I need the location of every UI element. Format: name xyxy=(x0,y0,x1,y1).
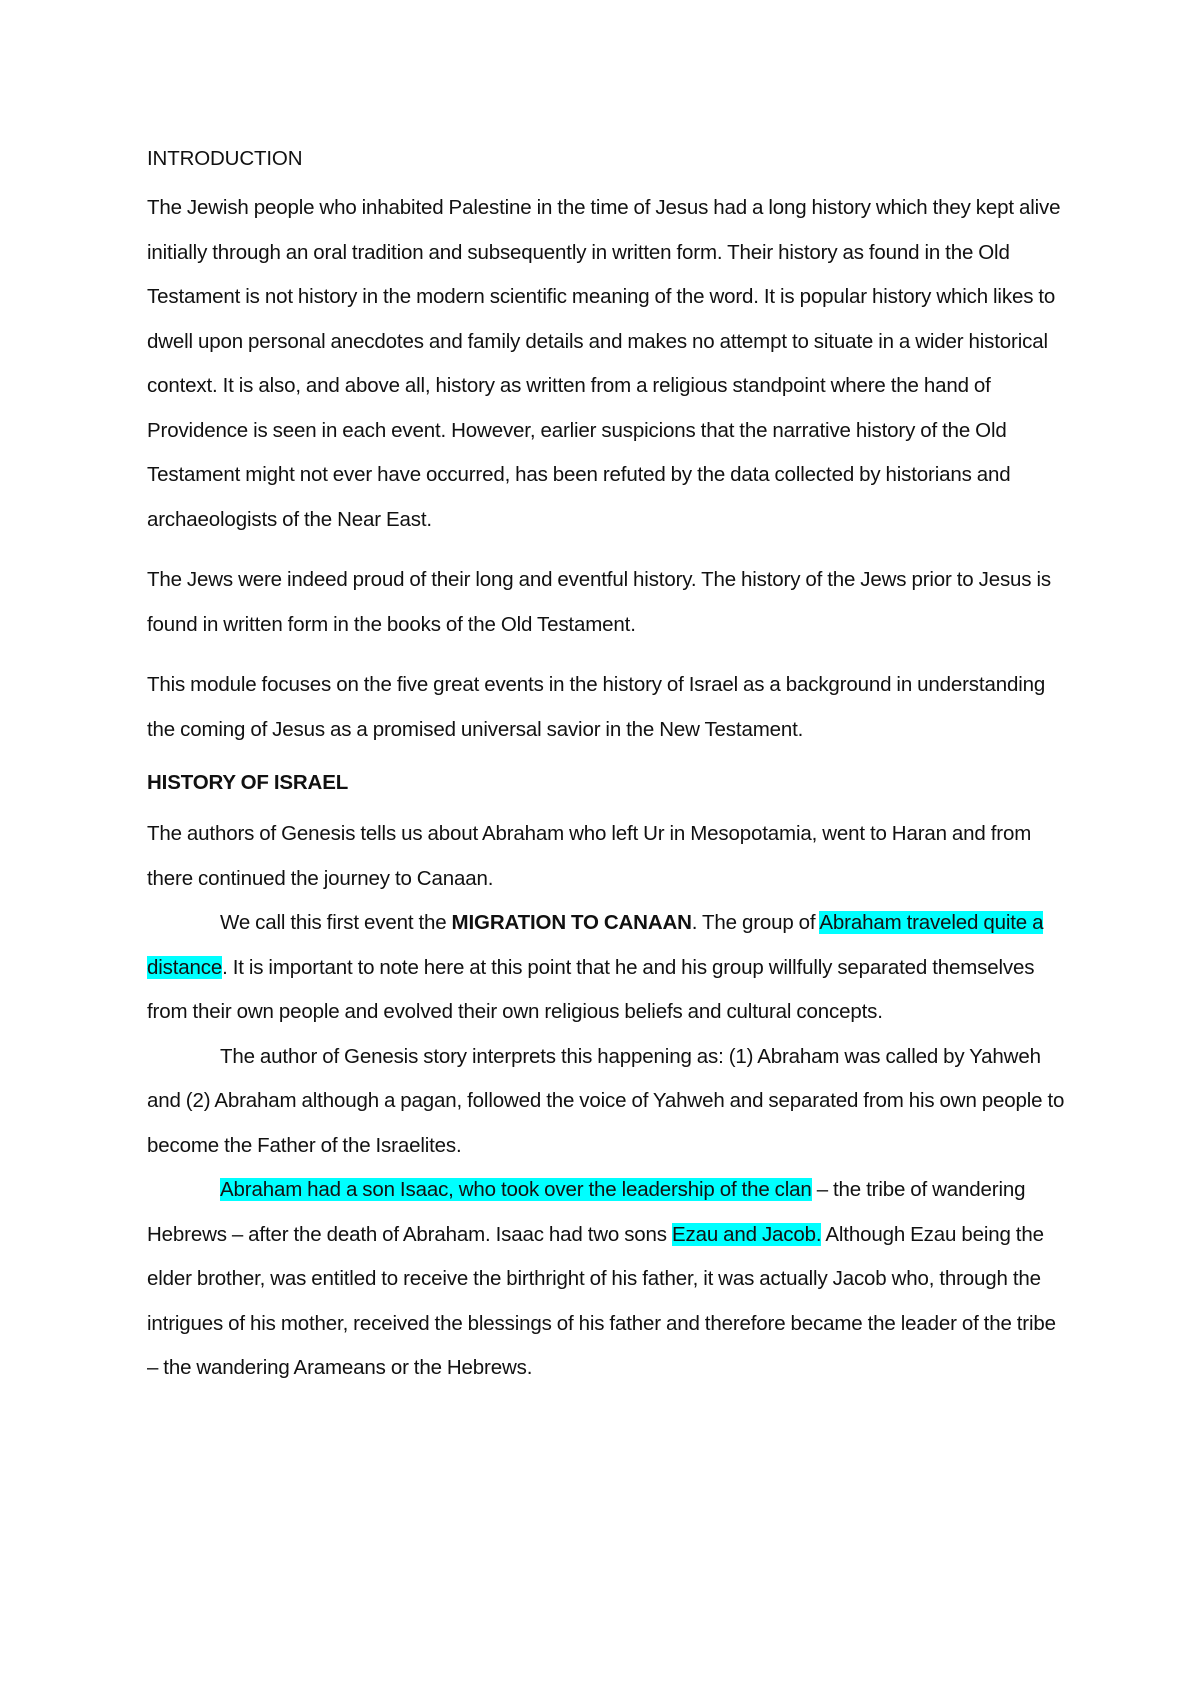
document-body xyxy=(147,146,1072,1391)
history-paragraph-2 xyxy=(147,901,1072,1035)
highlighted-text-abraham-traveled: Abraham traveled quite a distance xyxy=(147,911,1044,979)
history-p2-text-b: . The group of xyxy=(691,911,820,934)
history-p4-text-a: – the tribe of wandering Hebrews – after the death of Abraham. Isaac had two sons xyxy=(147,1178,1026,1246)
introduction-heading: INTRODUCTION xyxy=(147,147,303,170)
intro-paragraph-2: The Jews were indeed proud of their long and eventful history. The history of the Jews prior to Jesus is found in written form in the books of the Old Testament. xyxy=(147,568,1051,636)
history-p2-text-c: . It is important to note here at this point that he and his group willfully separated themselves from their own people and evolved their own religious beliefs and cultural concepts. xyxy=(147,955,1035,1023)
highlighted-text-isaac: Abraham had a son Isaac, who took over the leadership of the clan xyxy=(220,1178,812,1201)
intro-paragraph-3: This module focuses on the five great events in the history of Israel as a background in understanding the coming of Jesus as a promised universal savior in the New Testament. xyxy=(147,673,1046,741)
history-paragraph-3: The author of Genesis story interprets this happening as: (1) Abraham was called by Yahweh and (2) Abraham although a pagan, followed the voice of Yahweh and separated from his own people to become the Father of the Israelites. xyxy=(147,1044,1065,1157)
history-paragraph-1: The authors of Genesis tells us about Abraham who left Ur in Mesopotamia, went to Haran and from there continued the journey to Canaan. xyxy=(147,822,1032,890)
highlighted-text-ezau-jacob: Ezau and Jacob. xyxy=(671,1222,822,1246)
history-of-israel-heading: HISTORY OF ISRAEL xyxy=(147,771,349,794)
migration-to-canaan-term: MIGRATION TO CANAAN xyxy=(451,911,692,934)
history-p4-text-b: Although Ezau being the elder brother, was entitled to receive the birthright of his father, it was actually Jacob who, through the intrigues of his mother, received the blessings of his father and therefore became the leader of the tribe – the wandering Arameans or the Hebrews. xyxy=(147,1222,1056,1379)
history-p2-text-a: We call this first event the xyxy=(220,911,452,934)
history-paragraph-4 xyxy=(147,1168,1072,1391)
intro-paragraph-1: The Jewish people who inhabited Palestine in the time of Jesus had a long history which they kept alive initially through an oral tradition and subsequently in written form. Their history as found in the Old Testament is not history in the modern scientific meaning of the word. It is popular history which likes to dwell upon personal anecdotes and family details and makes no attempt to situate in a wider historical context. It is also, and above all, history as written from a religious standpoint where the hand of Providence is seen in each event. However, earlier suspicions that the narrative history of the Old Testament might not ever have occurred, has been refuted by the data collected by historians and archaeologists of the Near East. xyxy=(147,196,1061,531)
